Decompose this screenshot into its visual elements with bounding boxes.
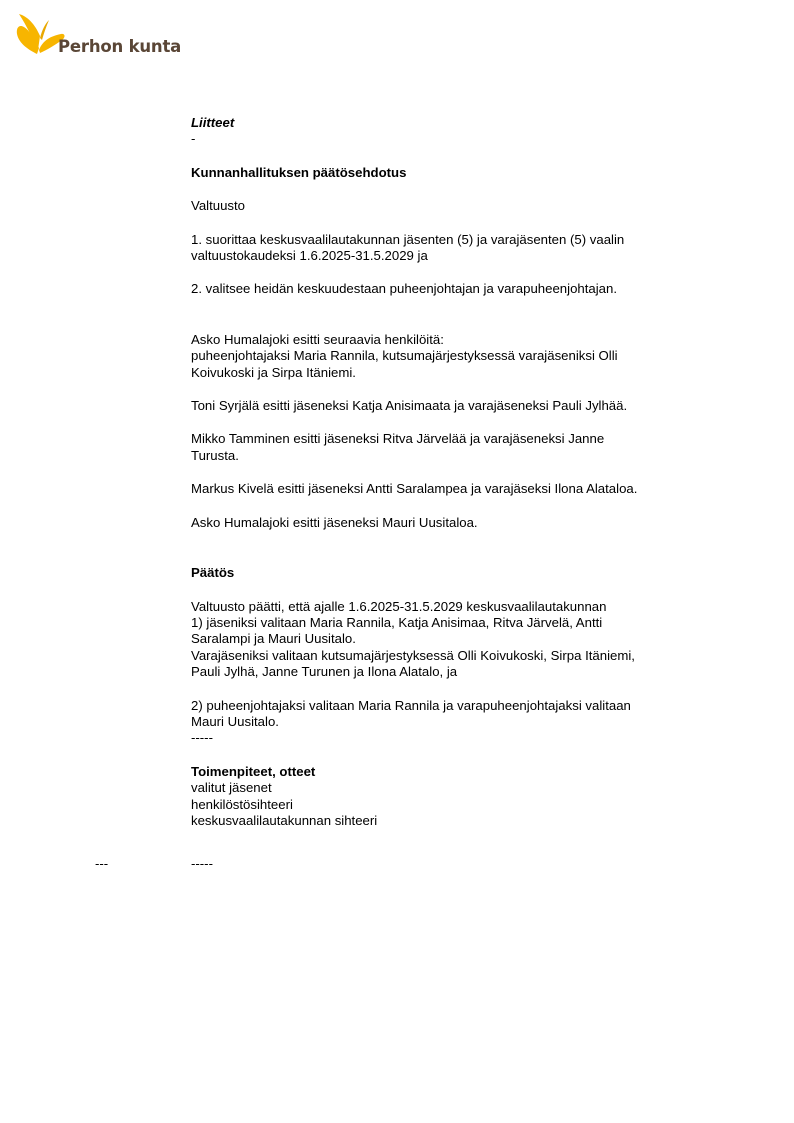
decision-line-2: 1) jäseniksi valitaan Maria Rannila, Katja Anisimaa, Ritva Järvelä, Antti [191, 614, 603, 630]
decision-separator: ----- [191, 730, 213, 746]
decision-line-6: 2) puheenjohtajaksi valitaan Maria Rannila ja varapuheenjohtajaksi valitaan [191, 697, 631, 713]
nomination-1-line-1: Asko Humalajoki esitti seuraavia henkilöitä: [191, 331, 444, 347]
proposal-item-1-line-1: 1. suorittaa keskusvaalilautakunnan jäsenten (5) ja varajäsenten (5) vaalin [191, 231, 625, 247]
proposal-heading: Kunnanhallituksen päätösehdotus [191, 164, 407, 180]
logo-text: Perhon kunta [58, 37, 182, 56]
nomination-3-line-1: Mikko Tamminen esitti jäseneksi Ritva Järvelää ja varajäseneksi Janne [191, 431, 605, 447]
proposal-body: Valtuusto [191, 198, 246, 214]
actions-item: valitut jäsenet [191, 780, 272, 796]
decision-line-5: Pauli Jylhä, Janne Turunen ja Ilona Alatalo, ja [191, 664, 458, 680]
proposal-item-2: 2. valitsee heidän keskuudestaan puheenjohtajan ja varapuheenjohtajan. [191, 281, 617, 297]
actions-heading: Toimenpiteet, otteet [191, 763, 316, 779]
actions-item: keskusvaalilautakunnan sihteeri [191, 812, 378, 828]
nomination-3-line-2: Turusta. [191, 447, 239, 463]
proposal-item-1-line-2: valtuustokaudeksi 1.6.2025-31.5.2029 ja [191, 248, 428, 264]
document-body [191, 115, 731, 829]
nomination-5: Asko Humalajoki esitti jäseneksi Mauri Uusitaloa. [191, 514, 478, 530]
decision-line-4: Varajäseniksi valitaan kutsumajärjestyksessä Olli Koivukoski, Sirpa Itäniemi, [191, 647, 635, 663]
municipality-logo [15, 10, 185, 60]
nomination-2: Toni Syrjälä esitti jäseneksi Katja Anisimaata ja varajäseneksi Pauli Jylhää. [191, 398, 628, 414]
decision-line-1: Valtuusto päätti, että ajalle 1.6.2025-31.5.2029 keskusvaalilautakunnan [191, 598, 607, 614]
actions-item: henkilöstösihteeri [191, 796, 293, 812]
footer-left-separator: --- [95, 856, 109, 871]
decision-heading: Päätös [191, 565, 235, 581]
nomination-1-line-2: puheenjohtajaksi Maria Rannila, kutsumajärjestyksessä varajäseniksi Olli [191, 348, 618, 364]
nomination-4: Markus Kivelä esitti jäseneksi Antti Saralampea ja varajäseksi Ilona Alataloa. [191, 481, 638, 497]
decision-line-7: Mauri Uusitalo. [191, 713, 279, 729]
decision-line-3: Saralampi ja Mauri Uusitalo. [191, 631, 356, 647]
nomination-1-line-3: Koivukoski ja Sirpa Itäniemi. [191, 364, 356, 380]
attachments-value: - [191, 131, 196, 147]
attachments-heading: Liitteet [191, 115, 235, 130]
footer-right-separator: ----- [191, 856, 213, 871]
